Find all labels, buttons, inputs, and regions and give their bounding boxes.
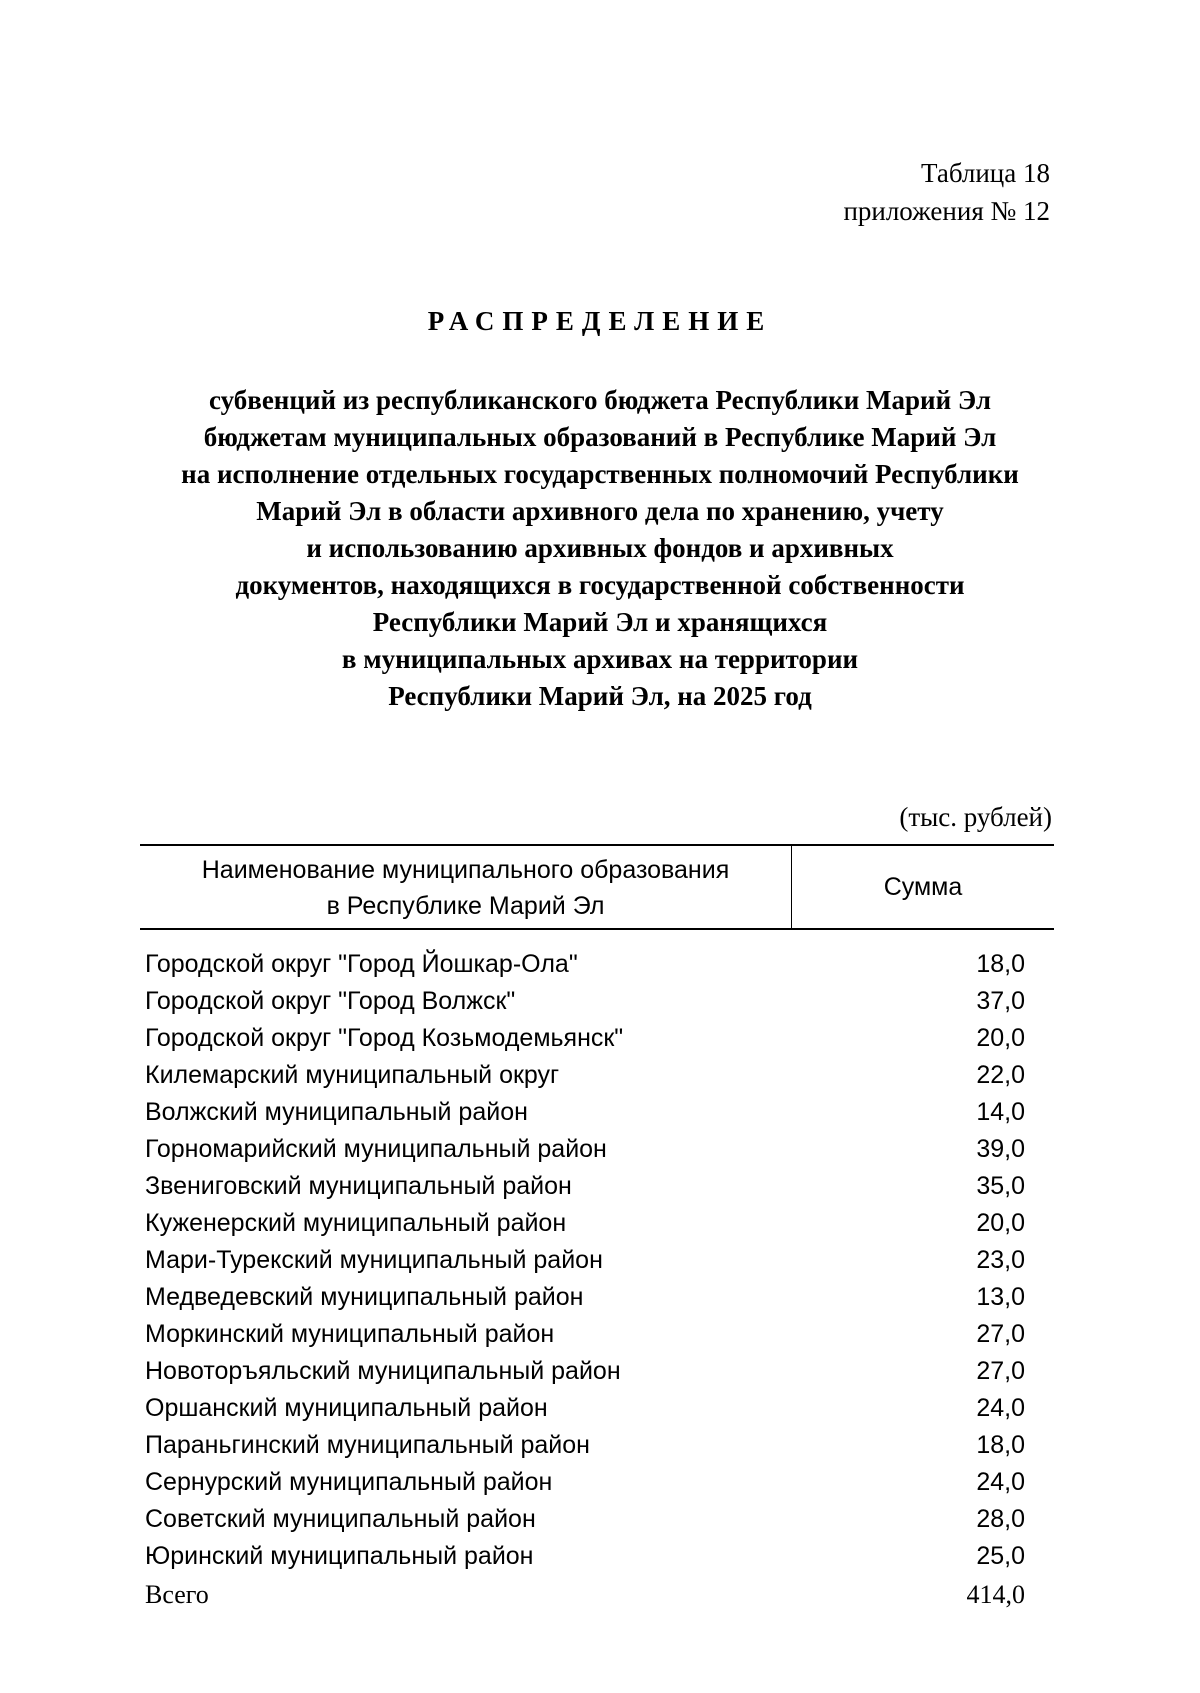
row-name: Городской округ "Город Волжск"	[145, 987, 516, 1015]
table-row	[145, 1279, 1025, 1316]
row-name: Оршанский муниципальный район	[145, 1394, 548, 1422]
subtitle-line: Республики Марий Эл и хранящихся	[372, 607, 828, 637]
subtitle-line: документов, находящихся в государственной собственности	[235, 570, 965, 600]
row-value: 20,0	[976, 1024, 1025, 1052]
total-row	[145, 1580, 1025, 1610]
row-value: 18,0	[976, 950, 1025, 978]
table-row	[145, 1168, 1025, 1205]
subtitle-line: Республики Марий Эл, на 2025 год	[388, 681, 812, 711]
row-name: Медведевский муниципальный район	[145, 1283, 584, 1311]
row-value: 27,0	[976, 1320, 1025, 1348]
table-row	[145, 1057, 1025, 1094]
row-name: Параньгинский муниципальный район	[145, 1431, 590, 1459]
subtitle-line: на исполнение отдельных государственных полномочий Республики	[181, 459, 1019, 489]
row-value: 23,0	[976, 1246, 1025, 1274]
row-value: 13,0	[976, 1283, 1025, 1311]
total-label: Всего	[145, 1580, 209, 1609]
row-name: Килемарский муниципальный округ	[145, 1061, 560, 1089]
row-value: 27,0	[976, 1357, 1025, 1385]
row-value: 35,0	[976, 1172, 1025, 1200]
header-sum-cell: Сумма	[883, 873, 963, 901]
table-row	[145, 1427, 1025, 1464]
subtitle-line: субвенций из республиканского бюджета Республики Марий Эл	[208, 385, 992, 415]
table-row	[145, 983, 1025, 1020]
table-row	[145, 1538, 1025, 1575]
row-name: Звениговский муниципальный район	[145, 1172, 572, 1200]
subtitle-line: бюджетам муниципальных образований в Республике Марий Эл	[203, 422, 997, 452]
table-body	[145, 946, 1025, 1575]
row-name: Сернурский муниципальный район	[145, 1468, 553, 1496]
table-row	[145, 1353, 1025, 1390]
row-value: 37,0	[976, 987, 1025, 1015]
header-name-line-1: Наименование муниципального образования	[201, 856, 730, 884]
header-name-cell	[140, 846, 792, 928]
header-name-line-2: в Республике Марий Эл	[326, 892, 605, 920]
row-name: Городской округ "Город Козьмодемьянск"	[145, 1024, 624, 1052]
row-name: Моркинский муниципальный район	[145, 1320, 555, 1348]
row-value: 39,0	[976, 1135, 1025, 1163]
total-value: 414,0	[966, 1580, 1025, 1609]
row-value: 20,0	[976, 1209, 1025, 1237]
table-row	[145, 1316, 1025, 1353]
row-value: 24,0	[976, 1394, 1025, 1422]
subtitle-line: Марий Эл в области архивного дела по хранению, учету	[256, 496, 944, 526]
row-value: 22,0	[976, 1061, 1025, 1089]
table-row	[145, 1020, 1025, 1057]
document-title: РАСПРЕДЕЛЕНИЕ	[427, 306, 773, 336]
row-value: 24,0	[976, 1468, 1025, 1496]
reference-line-1: Таблица 18	[921, 158, 1050, 188]
row-name: Юринский муниципальный район	[145, 1542, 534, 1570]
row-name: Куженерский муниципальный район	[145, 1209, 567, 1237]
table-header	[140, 844, 1054, 930]
row-name: Волжский муниципальный район	[145, 1098, 528, 1126]
table-reference	[843, 154, 1050, 230]
table-row	[145, 1501, 1025, 1538]
table-row	[145, 1464, 1025, 1501]
subtitle-line: и использованию архивных фондов и архивных	[306, 533, 894, 563]
table-row	[145, 1205, 1025, 1242]
subtitle-line: в муниципальных архивах на территории	[341, 644, 859, 674]
row-value: 25,0	[976, 1542, 1025, 1570]
row-name: Мари-Турекский муниципальный район	[145, 1246, 603, 1274]
table-row	[145, 1390, 1025, 1427]
row-name: Новоторъяльский муниципальный район	[145, 1357, 621, 1385]
row-name: Городской округ "Город Йошкар-Ола"	[145, 950, 578, 978]
row-name: Советский муниципальный район	[145, 1505, 536, 1533]
table-row	[145, 946, 1025, 983]
document-subtitle	[0, 382, 1200, 715]
row-value: 28,0	[976, 1505, 1025, 1533]
row-value: 18,0	[976, 1431, 1025, 1459]
table-row	[145, 1094, 1025, 1131]
row-name: Горномарийский муниципальный район	[145, 1135, 607, 1163]
reference-line-2: приложения № 12	[843, 196, 1050, 226]
table-row	[145, 1242, 1025, 1279]
row-value: 14,0	[976, 1098, 1025, 1126]
table-row	[145, 1131, 1025, 1168]
units-label: (тыс. рублей)	[899, 802, 1052, 832]
